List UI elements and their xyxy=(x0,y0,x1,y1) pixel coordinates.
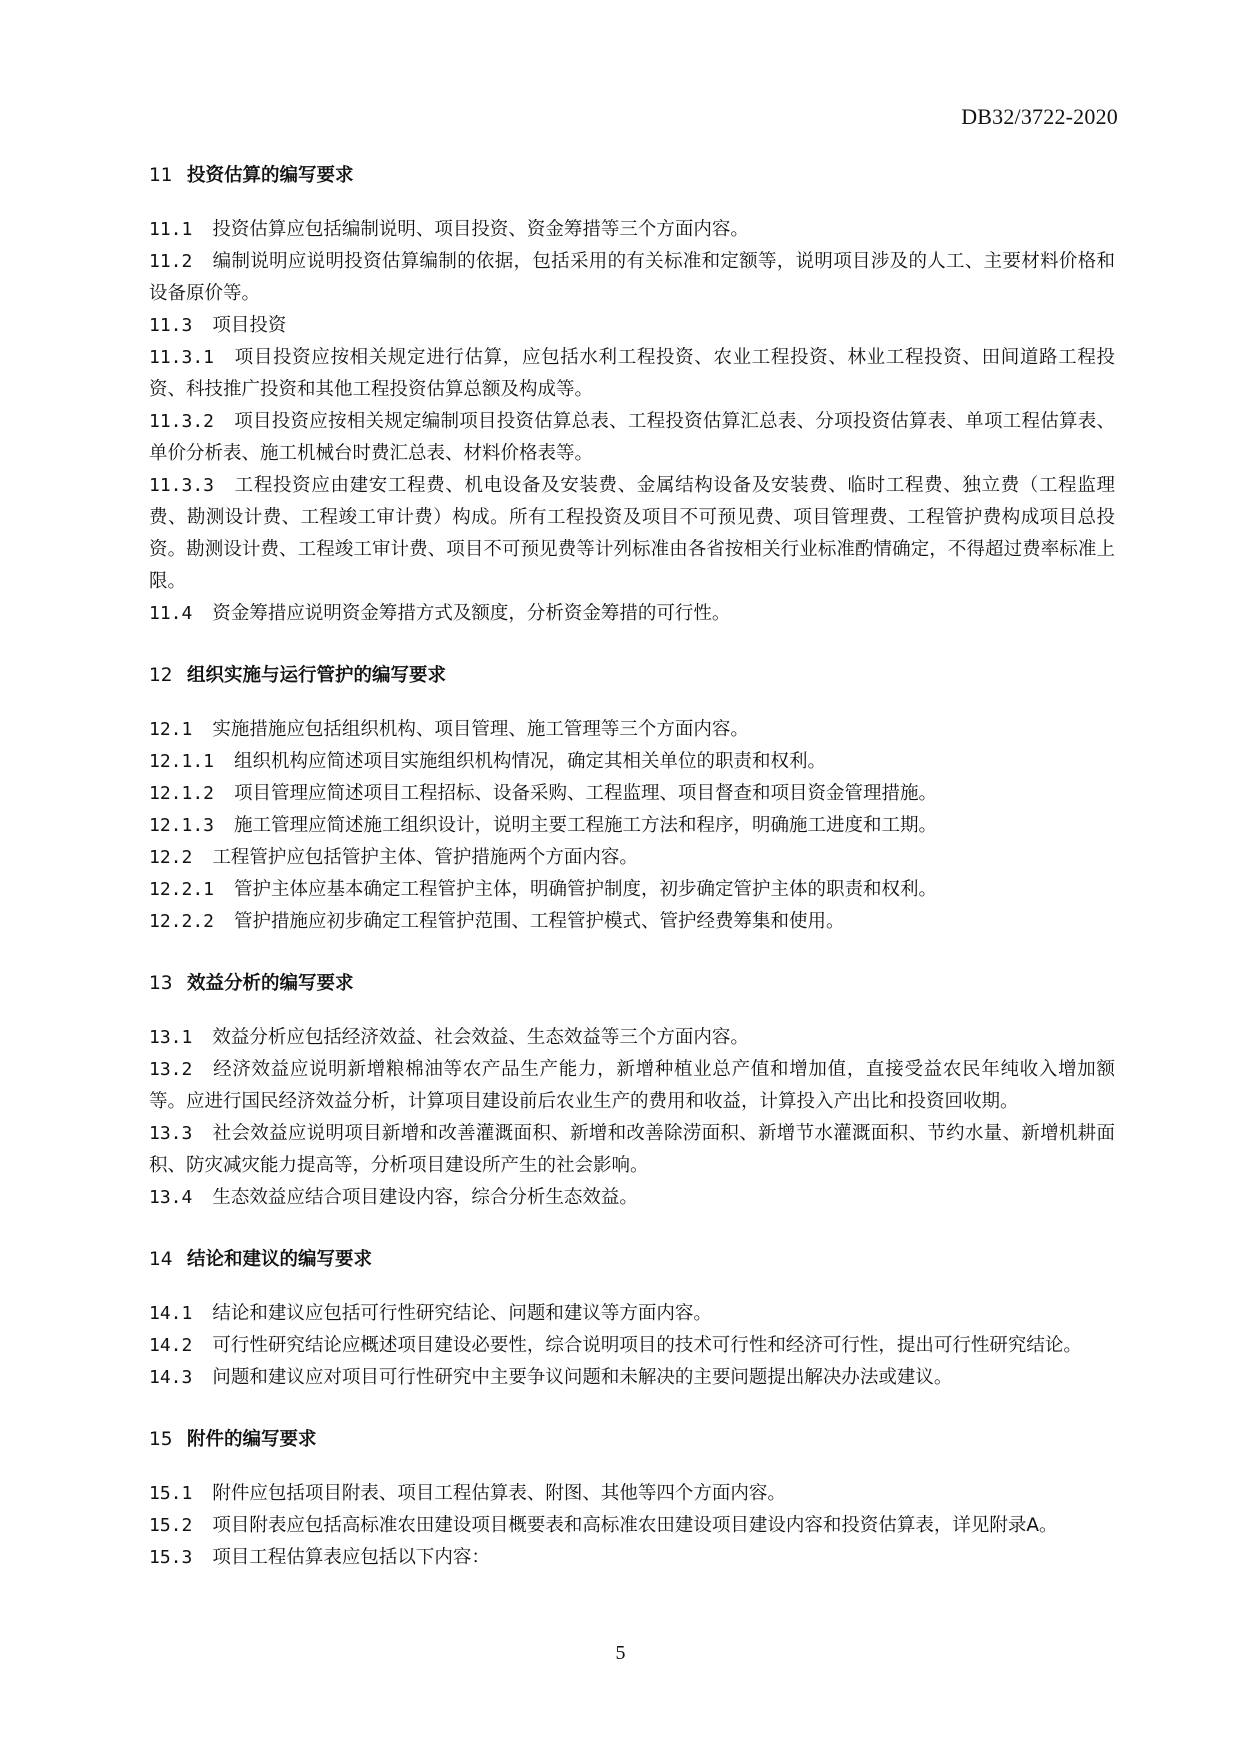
clause-14-3: 14.3 问题和建议应对项目可行性研究中主要争议问题和未解决的主要问题提出解决办法或建议。 xyxy=(149,1367,953,1388)
clause-13-4: 13.4 生态效益应结合项目建设内容，综合分析生态效益。 xyxy=(149,1187,638,1208)
clause-15-1: 15.1 附件应包括项目附表、项目工程估算表、附图、其他等四个方面内容。 xyxy=(149,1483,786,1504)
page-number: 5 xyxy=(615,1642,626,1664)
section-heading-12: 12 组织实施与运行管护的编写要求 xyxy=(149,665,447,686)
clause-13-3: 13.3 社会效益应说明项目新增和改善灌溉面积、新增和改善除涝面积、新增节水灌溉面积、节约水量、新增机耕面积、防灾减灾能力提高等，分析项目建设所产生的社会影响。 xyxy=(149,1123,1115,1176)
clause-12-1-2: 12.1.2 项目管理应简述项目工程招标、设备采购、工程监理、项目督查和项目资金管理措施。 xyxy=(149,783,938,804)
clause-14-2: 14.2 可行性研究结论应概述项目建设必要性，综合说明项目的技术可行性和经济可行性，提出可行性研究结论。 xyxy=(149,1335,1082,1356)
clause-15-3: 15.3 项目工程估算表应包括以下内容： xyxy=(149,1547,490,1568)
clause-15-2: 15.2 项目附表应包括高标准农田建设项目概要表和高标准农田建设项目建设内容和投资估算表，详见附录A。 xyxy=(149,1515,1058,1536)
clause-12-2-1: 12.2.1 管护主体应基本确定工程管护主体，明确管护制度，初步确定管护主体的职责和权利。 xyxy=(149,879,938,900)
section-heading-11: 11 投资估算的编写要求 xyxy=(149,165,354,186)
clause-12-2-2: 12.2.2 管护措施应初步确定工程管护范围、工程管护模式、管护经费筹集和使用。 xyxy=(149,911,845,932)
content-body xyxy=(149,160,1115,1574)
standard-code: DB32/3722-2020 xyxy=(961,104,1118,129)
clause-11-2: 11.2 编制说明应说明投资估算编制的依据，包括采用的有关标准和定额等，说明项目涉及的人工、主要材料价格和设备原价等。 xyxy=(149,251,1115,304)
clause-13-2: 13.2 经济效益应说明新增粮棉油等农产品生产能力，新增种植业总产值和增加值，直接受益农民年纯收入增加额等。应进行国民经济效益分析，计算项目建设前后农业生产的费用和收益，计算投入产出比和投资回收期。 xyxy=(149,1059,1115,1112)
clause-12-1-3: 12.1.3 施工管理应简述施工组织设计，说明主要工程施工方法和程序，明确施工进度和工期。 xyxy=(149,815,938,836)
clause-11-3-2: 11.3.2 项目投资应按相关规定编制项目投资估算总表、工程投资估算汇总表、分项投资估算表、单项工程估算表、单价分析表、施工机械台时费汇总表、材料价格表等。 xyxy=(149,411,1115,464)
clause-11-4: 11.4 资金筹措应说明资金筹措方式及额度，分析资金筹措的可行性。 xyxy=(149,603,731,624)
clause-13-1: 13.1 效益分析应包括经济效益、社会效益、生态效益等三个方面内容。 xyxy=(149,1027,749,1048)
section-heading-15: 15 附件的编写要求 xyxy=(149,1429,317,1450)
clause-11-1: 11.1 投资估算应包括编制说明、项目投资、资金筹措等三个方面内容。 xyxy=(149,219,749,240)
clause-11-3-3: 11.3.3 工程投资应由建安工程费、机电设备及安装费、金属结构设备及安装费、临时工程费、独立费（工程监理费、勘测设计费、工程竣工审计费）构成。所有工程投资及项目不可预见费、项目管理费、工程管护费构成项目总投资。勘测设计费、工程竣工审计费、项目不可预见费等计列标准由各省按相关行业标准酌情确定，不得超过费率标准上限。 xyxy=(149,475,1115,592)
clause-11-3-1: 11.3.1 项目投资应按相关规定进行估算，应包括水利工程投资、农业工程投资、林业工程投资、田间道路工程投资、科技推广投资和其他工程投资估算总额及构成等。 xyxy=(149,347,1115,400)
section-heading-13: 13 效益分析的编写要求 xyxy=(149,973,354,994)
clause-14-1: 14.1 结论和建议应包括可行性研究结论、问题和建议等方面内容。 xyxy=(149,1303,712,1324)
clause-12-2: 12.2 工程管护应包括管护主体、管护措施两个方面内容。 xyxy=(149,847,638,868)
clause-12-1: 12.1 实施措施应包括组织机构、项目管理、施工管理等三个方面内容。 xyxy=(149,719,749,740)
clause-11-3: 11.3 项目投资 xyxy=(149,315,287,336)
section-heading-14: 14 结论和建议的编写要求 xyxy=(149,1249,373,1270)
clause-12-1-1: 12.1.1 组织机构应简述项目实施组织机构情况，确定其相关单位的职责和权利。 xyxy=(149,751,827,772)
